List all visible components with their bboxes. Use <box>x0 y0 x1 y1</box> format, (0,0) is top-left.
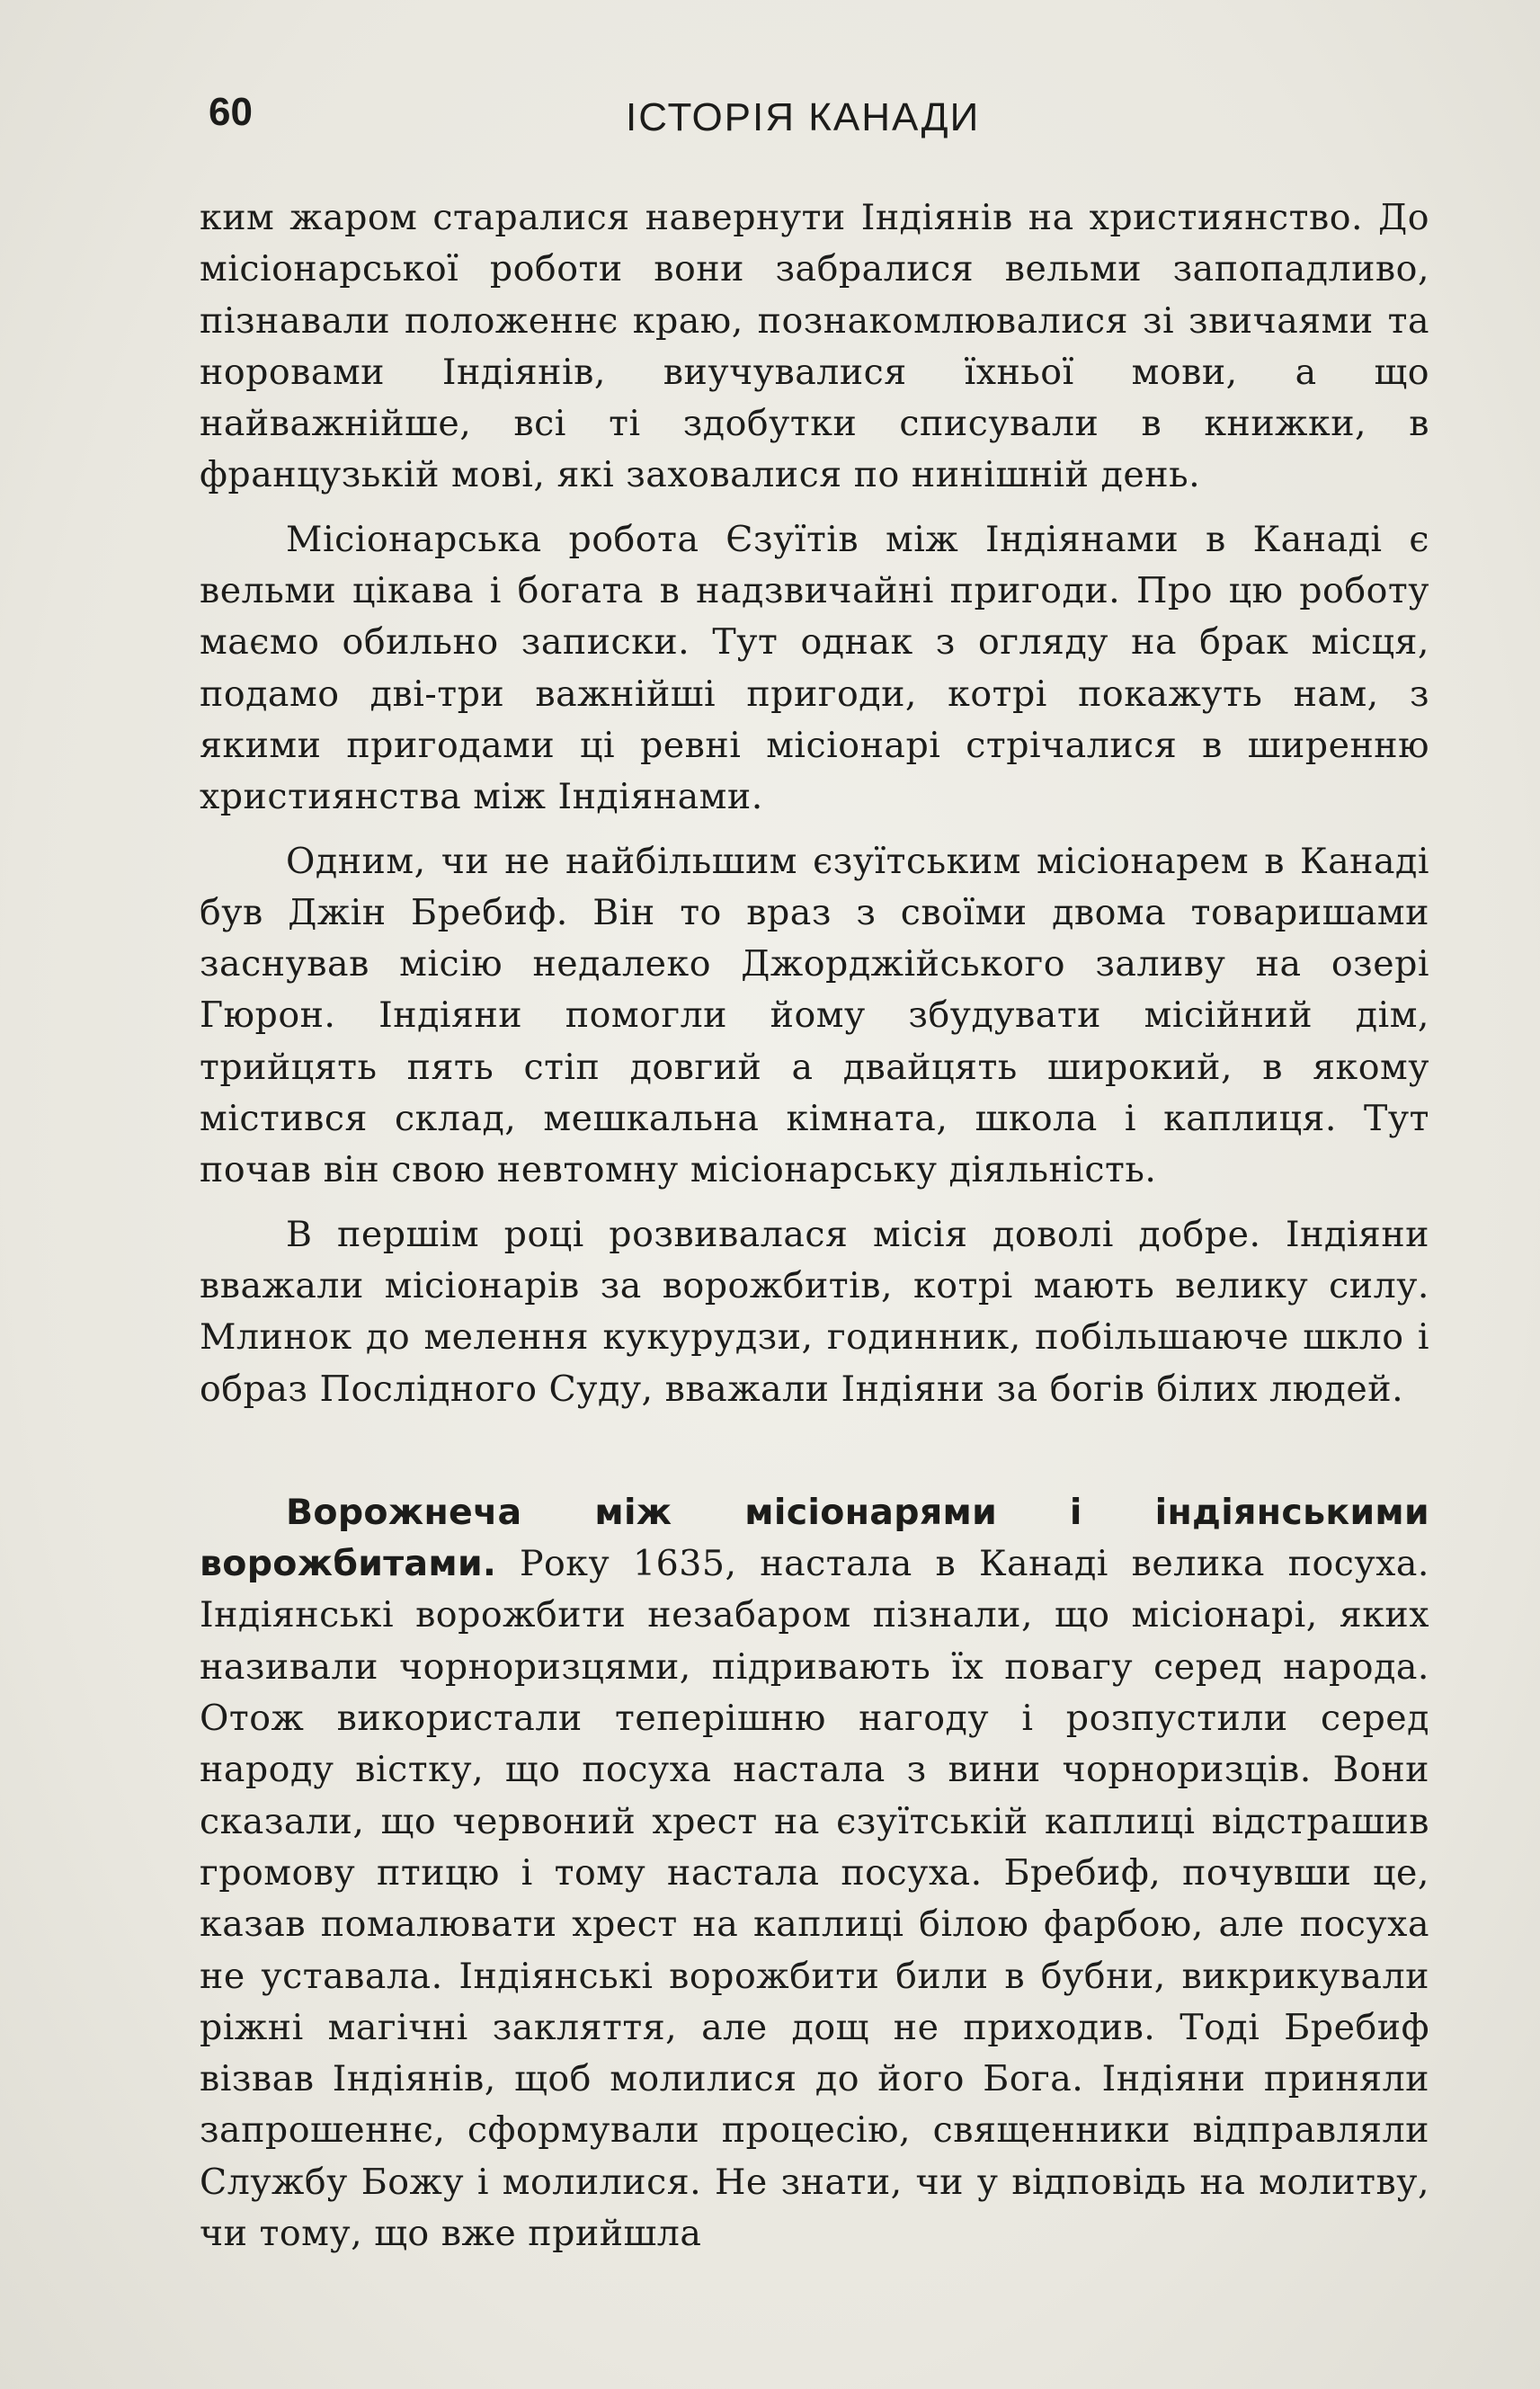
paragraph-5 <box>200 1487 1429 2260</box>
page-number: 60 <box>209 90 253 134</box>
paragraph-2: Місіонарська робота Єзуїтів між Індіянами в Канаді є вельми цікава і богата в надзвичайні пригоди. Про цю роботу маємо обильно записки. Тут однак з огляду на брак місця, подамо дві-три важнійші пригоди, котрі покажуть нам, з якими пригодами ці ревні місіонарі стрічалися в ширенню християнства між Індіянами. <box>200 518 1429 818</box>
section-heading: Ворожнеча між місіонарями і індіянськими ворожбитами. <box>200 1491 1429 1585</box>
paragraph-4: В першім році розвивалася місія доволі добре. Індіяни вважали місіонарів за ворожбитів, котрі мають велику силу. Млинок до мелення кукурудзи, годинник, побільшаюче шкло і образ Послідного Суду, вважали Індіяни за богів білих людей. <box>200 1213 1429 1410</box>
body-text <box>200 192 1429 2260</box>
page-header <box>203 90 1426 153</box>
paragraph-5-text: Року 1635, настала в Канаді велика посуха. Індіянські ворожбити незабаром пізнали, що місіонарі, яких називали чорноризцями, підривають їх повагу серед народа. Отож використали теперішню нагоду і розпустили серед народу вістку, що посуха настала з вини чорноризців. Вони сказали, що червоний хрест на єзуїтській каплиці відстрашив громову птицю і тому настала посуха. Бребиф, почувши це, казав помалювати хрест на каплиці білою фарбою, але посуха не уставала. Індіянські ворожбити били в бубни, викрикували ріжні магічні закляття, але дощ не приходив. Тоді Бребиф візвав Індіянів, щоб молилися до його Бога. Індіяни приняли запрошеннє, сформували процесію, священники відправляли Службу Божу і молилися. Не знати, чи у відповідь на молитву, чи тому, що вже прийшла <box>200 1543 1429 2254</box>
paragraph-1: ким жаром старалися навернути Індіянів на християнство. До місіонарської роботи вони забралися вельми запопадливо, пізнавали положеннє краю, познакомлювалися зі звичаями та норовами Індіянів, виучувалися їхньої мови, а що найважнійше, всі ті здобутки списували в книжки, в французькій мові, які заховалися по нинішній день. <box>200 197 1429 496</box>
paragraph-3: Одним, чи не найбільшим єзуїтським місіонарем в Канаді був Джін Бребиф. Він то враз з своїми двома товаришами заснував місію недалеко Джорджійського заливу на озері Гюрон. Індіяни помогли йому збудувати місійний дім, трийцять пять стіп довгий а двайцять широкий, в якому містився склад, мешкальна кімната, школа і каплиця. Тут почав він свою невтомну місіонарську діяльність. <box>200 840 1429 1191</box>
running-title: ІСТОРІЯ КАНАДИ <box>626 95 981 139</box>
